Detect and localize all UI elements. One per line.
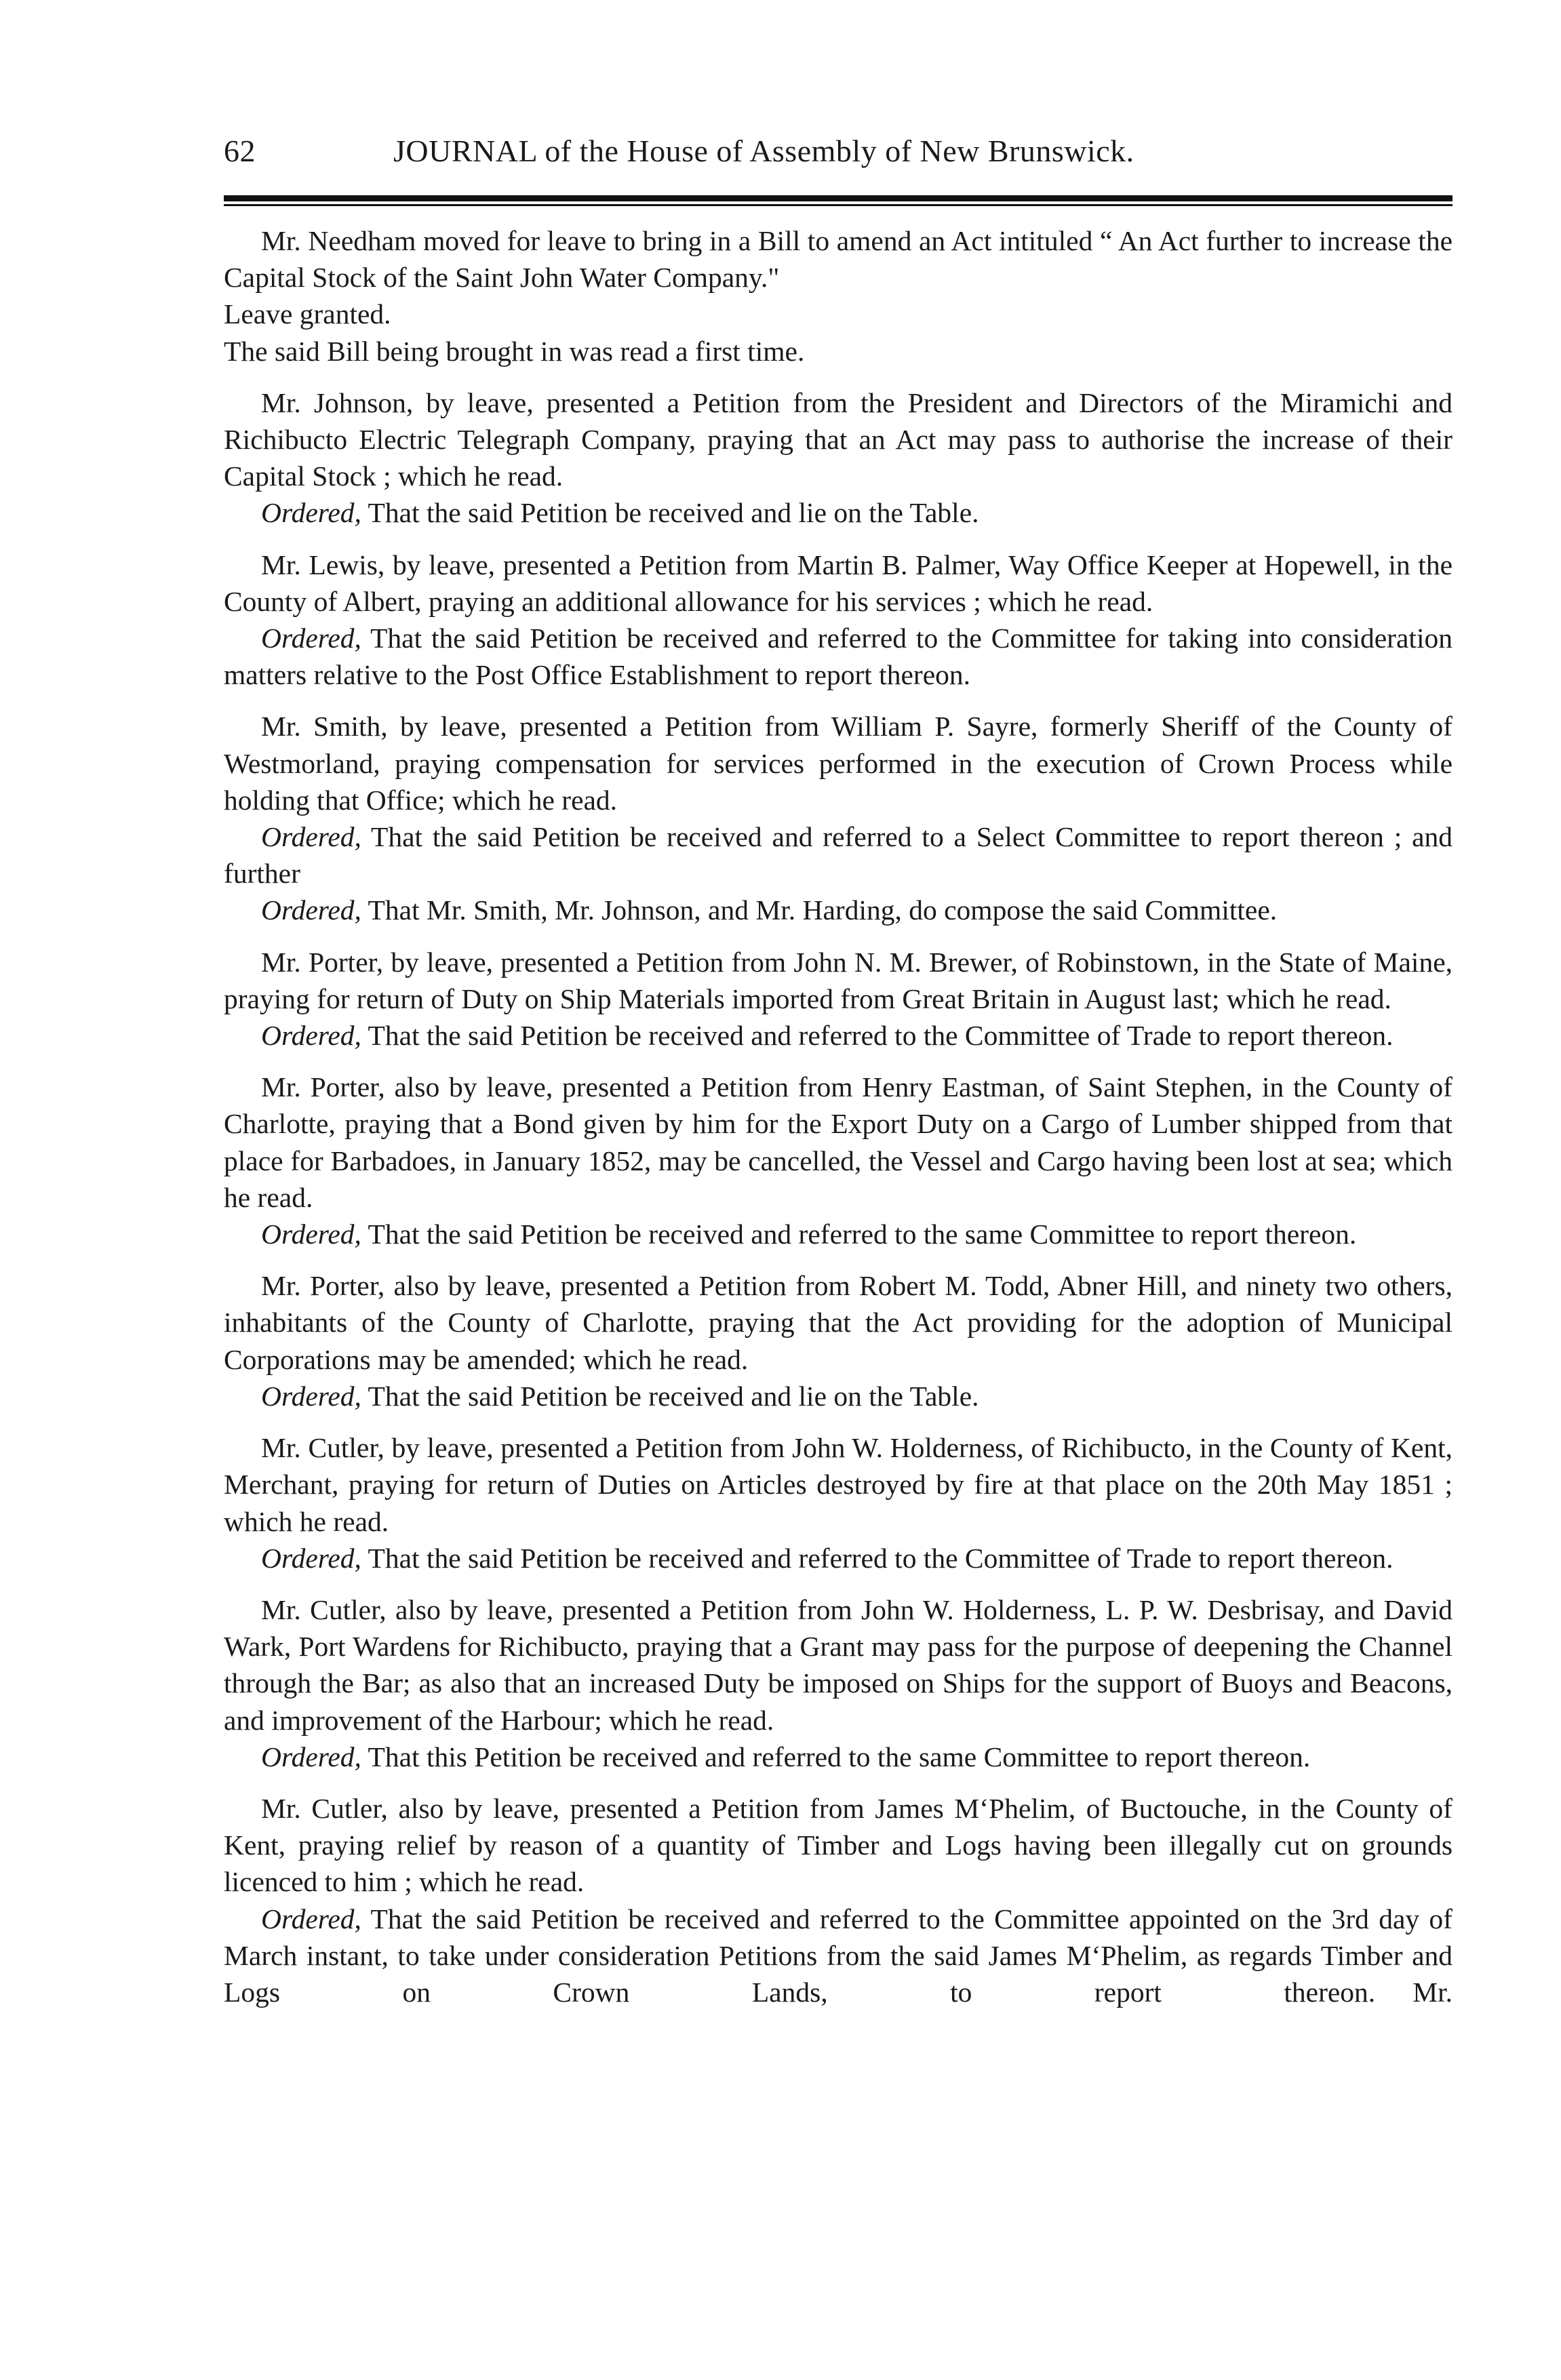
order-text: That the said Petition be received and referred to the Committee for taking into consideration matters relative to the Post Office Establishment to report thereon.: [224, 622, 1453, 691]
catchword: Mr.: [1412, 1976, 1453, 2008]
header-rule-thin: [224, 204, 1453, 206]
ordered-word: Ordered,: [261, 497, 361, 529]
header-rule-thick: [224, 195, 1453, 201]
order-paragraph: [224, 1017, 1453, 1054]
entry-paragraph: Mr. Cutler, by leave, presented a Petition from John W. Holderness, of Richibucto, in the County of Kent, Merchant, praying for return of Duties on Articles destroyed by fire at that place on the 20th May 1851 ; which he read.: [224, 1432, 1453, 1537]
page-number: 62: [224, 134, 256, 168]
ordered-word: Ordered,: [261, 894, 361, 926]
entry-paragraph: Mr. Cutler, also by leave, presented a Petition from John W. Holderness, L. P. W. Desbrisay, and David Wark, Port Wardens for Richibucto, praying that a Grant may pass for the purpose of deepening the Channel through the Bar; as also that an increased Duty be imposed on Ships for the support of Buoys and Beacons, and improvement of the Harbour; which he read.: [224, 1593, 1453, 1736]
entry-paragraph: Mr. Lewis, by leave, presented a Petition from Martin B. Palmer, Way Office Keeper at Hopewell, in the County of Albert, praying an additional allowance for his services ; which he read.: [224, 549, 1453, 617]
entry-paragraph: Mr. Smith, by leave, presented a Petition from William P. Sayre, formerly Sheriff of the County of Westmorland, praying compensation for services performed in the execution of Crown Process while holding that Office; which he read.: [224, 711, 1453, 816]
journal-body: [224, 222, 1453, 2010]
order-text: That this Petition be received and referred to the same Committee to report thereon.: [368, 1741, 1311, 1772]
running-title: JOURNAL of the House of Assembly of New Brunswick.: [393, 134, 1134, 168]
entry-paragraph: Mr. Porter, also by leave, presented a Petition from Robert M. Todd, Abner Hill, and ninety two others, inhabitants of the County of Charlotte, praying that the Act providing for the adoption of Municipal Corporations may be amended; which he read.: [224, 1270, 1453, 1375]
ordered-word: Ordered,: [261, 1380, 361, 1412]
entry-paragraph: Mr. Johnson, by leave, presented a Petition from the President and Directors of the Miramichi and Richibucto Electric Telegraph Company, praying that an Act may pass to authorise the increase of their Capital Stock ; which he read.: [224, 386, 1453, 492]
order-paragraph: [224, 1540, 1453, 1576]
order-paragraph: [224, 494, 1453, 531]
order-text: That the said Petition be received and referred to the Committee of Trade to report thereon.: [368, 1542, 1394, 1574]
order-paragraph: [224, 1378, 1453, 1414]
first-reading-line: The said Bill being brought in was read a first time.: [224, 335, 805, 367]
ordered-word: Ordered,: [261, 821, 361, 853]
page-header: [224, 133, 1458, 174]
order-paragraph: [224, 1901, 1453, 2011]
order-text: That Mr. Smith, Mr. Johnson, and Mr. Harding, do compose the said Committee.: [368, 894, 1278, 926]
order-text: That the said Petition be received and referred to the same Committee to report thereon.: [368, 1218, 1357, 1250]
order-text: That the said Petition be received and lie on the Table.: [368, 1380, 979, 1412]
order-paragraph: [224, 818, 1453, 892]
ordered-word: Ordered,: [261, 622, 361, 654]
entry-paragraph: Mr. Porter, also by leave, presented a Petition from Henry Eastman, of Saint Stephen, in the County of Charlotte, praying that a Bond given by him for the Export Duty on a Cargo of Lumber shipped from that place for Barbadoes, in January 1852, may be cancelled, the Vessel and Cargo having been lost at sea; which he read.: [224, 1071, 1453, 1213]
order-paragraph: [224, 1739, 1453, 1775]
order-text: That the said Petition be received and referred to the Committee of Trade to report thereon.: [368, 1020, 1394, 1052]
order-text: That the said Petition be received and lie on the Table.: [368, 497, 979, 529]
order-paragraph: [224, 620, 1453, 693]
order-text: That the said Petition be received and referred to a Select Committee to report thereon ; and further: [224, 821, 1453, 890]
ordered-word: Ordered,: [261, 1903, 361, 1935]
order-paragraph: [224, 892, 1453, 928]
entry-paragraph: Mr. Porter, by leave, presented a Petition from John N. M. Brewer, of Robinstown, in the State of Maine, praying for return of Duty on Ship Materials imported from Great Britain in August last; which he read.: [224, 946, 1453, 1014]
ordered-word: Ordered,: [261, 1741, 361, 1772]
entry-paragraph: Mr. Cutler, also by leave, presented a Petition from James M‘Phelim, of Buctouche, in the County of Kent, praying relief by reason of a quantity of Timber and Logs having been illegally cut on grounds licenced to him ; which he read.: [224, 1792, 1453, 1898]
ordered-word: Ordered,: [261, 1218, 361, 1250]
leave-granted-line: Leave granted.: [224, 298, 391, 330]
entry-paragraph: Mr. Needham moved for leave to bring in a Bill to amend an Act intituled “ An Act further to increase the Capital Stock of the Saint John Water Company.": [224, 225, 1453, 294]
ordered-word: Ordered,: [261, 1020, 361, 1052]
ordered-word: Ordered,: [261, 1542, 361, 1574]
order-paragraph: [224, 1216, 1453, 1252]
order-text: That the said Petition be received and referred to the Committee appointed on the 3rd day of March instant, to take under consideration Petitions from the said James M‘Phelim, as regards Timber and Logs on Crown Lands, to report thereon.: [224, 1903, 1453, 2008]
